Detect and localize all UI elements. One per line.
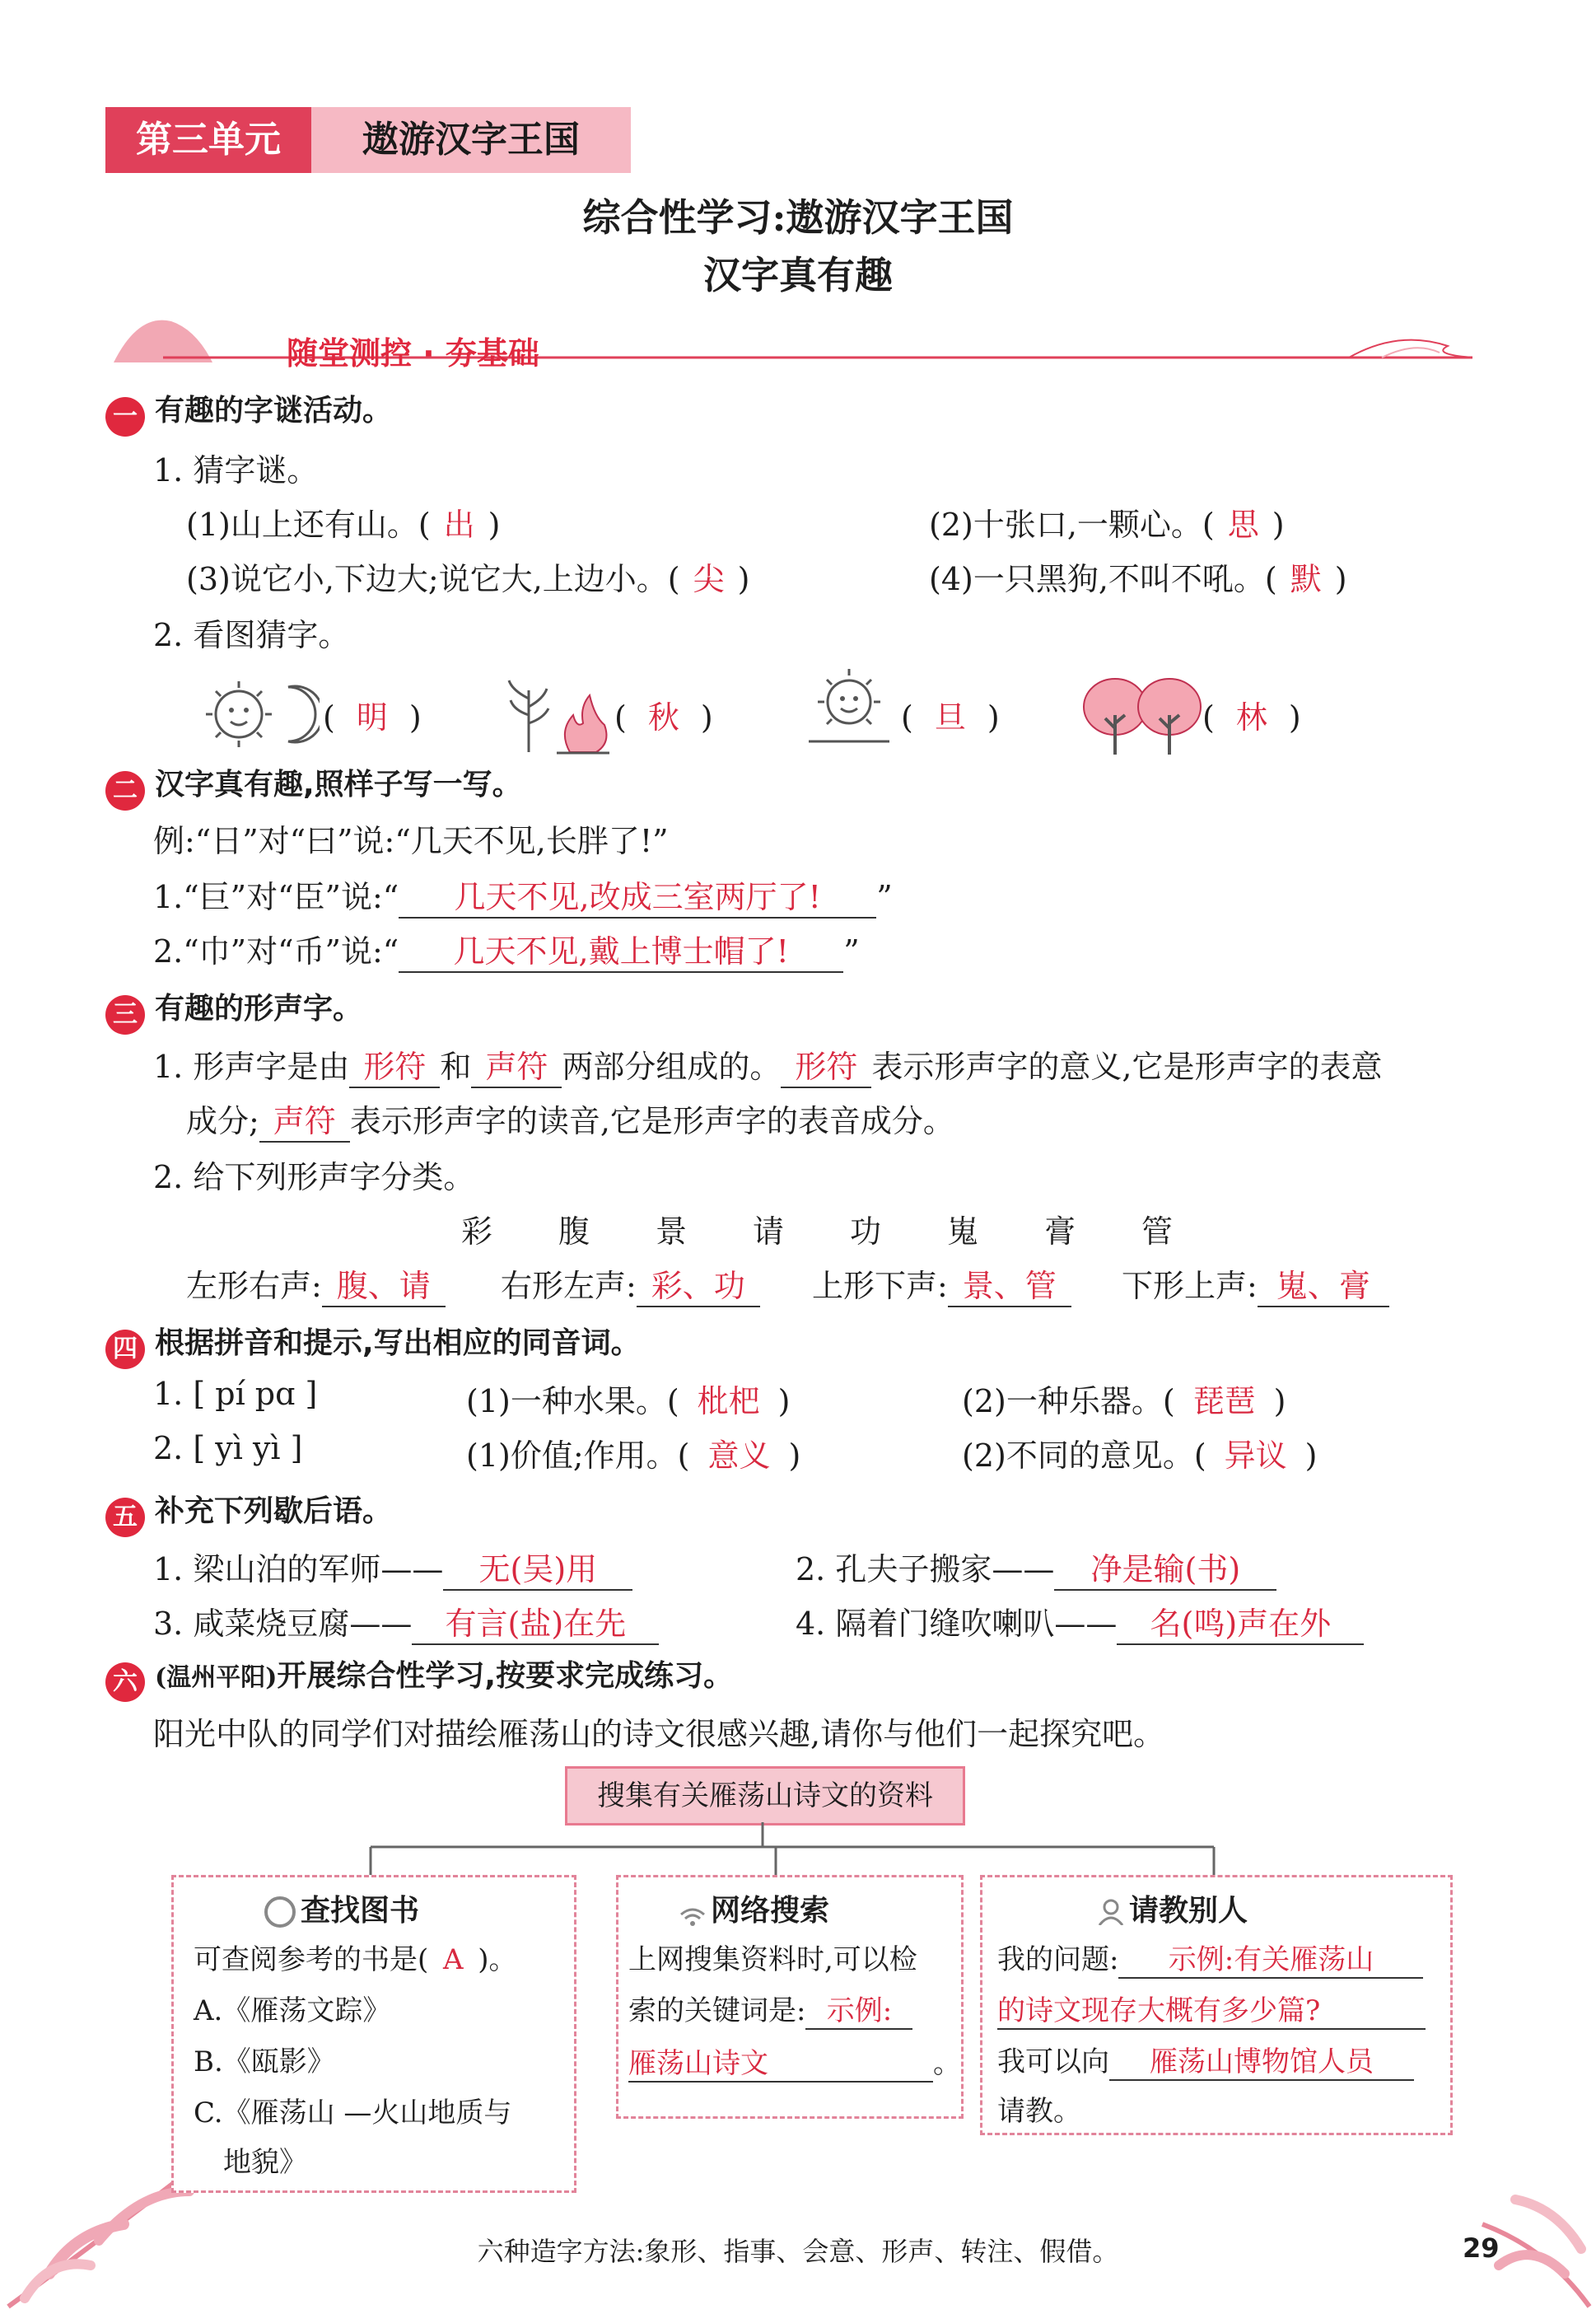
answer: 尖 <box>693 561 725 597</box>
riddle-1: (1)山上还有山。( 出 ) <box>186 499 500 545</box>
answer: 默 <box>1290 561 1322 597</box>
box-head: 查找图书 <box>264 1887 419 1929</box>
section-number: 二 <box>105 771 145 811</box>
box-head: 网络搜索 <box>679 1887 829 1929</box>
sunrise-icon <box>804 666 894 753</box>
option-a: A.《雁荡文踪》 <box>194 1994 391 2027</box>
fill-line-2: 成分; 声符 表示形声字的读音,它是形声字的表音成分。 <box>186 1096 954 1143</box>
box-text-1: 上网搜集资料时,可以检 <box>628 1943 917 1976</box>
box-web-search <box>616 1875 964 2119</box>
section-title: 补充下列歇后语。 <box>155 1494 393 1528</box>
page-subtitle: 汉字真有趣 <box>703 253 893 297</box>
hint-2b: (2)不同的意见。( 异议 ) <box>962 1437 1318 1474</box>
answer: 几天不见,戴上博士帽了! <box>399 926 843 973</box>
riddle-3: (3)说它小,下边大;说它大,上边小。( 尖 ) <box>186 554 749 599</box>
root-label: 搜集有关雁荡山诗文的资料 <box>597 1779 933 1812</box>
xiehouyu-4: 4. 隔着门缝吹喇叭—— 名(鸣)声在外 <box>796 1598 1364 1645</box>
banner-title: 随堂测控 · 夯基础 <box>287 335 539 372</box>
pic-answer-4: ( 林 ) <box>1202 699 1301 736</box>
xiehouyu-3: 3. 咸菜烧豆腐—— 有言(盐)在先 <box>153 1598 659 1645</box>
sun-moon-icon <box>196 677 320 751</box>
person-icon <box>1098 1899 1124 1925</box>
example: 例:“日”对“曰”说:“几天不见,长胖了!” <box>153 823 669 859</box>
category-1: 左形右声: 腹、请 <box>186 1260 446 1307</box>
section-number: 五 <box>105 1498 145 1537</box>
answer: 思 <box>1227 507 1259 543</box>
hint-2a: (1)价值;作用。( 意义 ) <box>466 1437 801 1474</box>
answer: 几天不见,改成三室两厅了! <box>399 872 876 919</box>
option-c-cont: 地貌》 <box>223 2146 307 2179</box>
hint-1a: (1)一种水果。( 枇杷 ) <box>466 1383 791 1419</box>
section-3-heading <box>105 985 362 1035</box>
question: 2. 看图猜字。 <box>153 617 350 653</box>
page-number: 29 <box>1463 2232 1500 2264</box>
connector-lines <box>362 1822 1235 1877</box>
category-2: 右形左声: 彩、功 <box>501 1260 760 1307</box>
wifi-icon <box>679 1901 706 1923</box>
answer: 出 <box>443 507 475 543</box>
unit-name: 遨游汉字王国 <box>362 119 580 161</box>
hint-1b: (2)一种乐器。( 琵琶 ) <box>962 1383 1286 1419</box>
question: 1. 猜字谜。 <box>153 452 319 489</box>
unit-tag <box>105 107 631 173</box>
unit-number: 第三单元 <box>136 119 281 161</box>
trees-icon <box>1080 674 1204 756</box>
section-1-heading <box>105 387 392 437</box>
root-box <box>565 1766 965 1825</box>
option-c: C.《雁荡山 —火山地质与 <box>194 2097 512 2129</box>
section-title: 汉字真有趣,照样子写一写。 <box>155 768 522 802</box>
question: 2. 给下列形声字分类。 <box>153 1159 475 1195</box>
section-number: 六 <box>105 1662 145 1702</box>
section-title: 有趣的字谜活动。 <box>155 394 393 428</box>
box-text-3: 雁荡山诗文 。 <box>628 2041 961 2083</box>
pic-answer-2: ( 秋 ) <box>614 699 713 736</box>
grain-fire-icon <box>504 674 611 756</box>
section-title: 有趣的形声字。 <box>155 992 363 1026</box>
box-text-2: 索的关键词是: 示例: <box>628 1988 912 2030</box>
search-icon <box>264 1896 296 1928</box>
section-4-heading <box>105 1320 641 1369</box>
section-number: 四 <box>105 1330 145 1369</box>
section-2-heading <box>105 761 522 811</box>
box-head: 请教别人 <box>1098 1887 1248 1929</box>
section-title: 开展综合性学习,按要求完成练习。 <box>277 1659 734 1693</box>
option-b: B.《瓯影》 <box>194 2045 335 2078</box>
box-question: 可查阅参考的书是( A )。 <box>194 1943 517 1976</box>
region-tag: (温州平阳) <box>155 1663 278 1692</box>
pinyin-1: 1. [ pí pɑ ] <box>153 1376 318 1412</box>
xiehouyu-2: 2. 孔夫子搬家—— 净是输(书) <box>796 1544 1276 1591</box>
category-4: 下形上声: 嵬、膏 <box>1122 1260 1389 1307</box>
box-ask-others <box>980 1875 1453 2135</box>
section-5-heading <box>105 1488 392 1537</box>
riddle-2: (2)十张口,一颗心。( 思 ) <box>929 499 1285 545</box>
pic-answer-1: ( 明 ) <box>323 699 422 736</box>
page-title: 综合性学习:遨游汉字王国 <box>582 195 1014 240</box>
char-list: 彩 腹 景 请 功 嵬 膏 管 <box>461 1213 1174 1250</box>
section-number: 三 <box>105 995 145 1035</box>
box-text-1: 我的问题: 示例:有关雁荡山 <box>997 1937 1423 1979</box>
box-text-2: 的诗文现存大概有多少篇? <box>997 1988 1426 2030</box>
write-line-1: 1.“巨”对“臣”说:“ 几天不见,改成三室两厅了! ” <box>153 872 893 919</box>
pinyin-2: 2. [ yì yì ] <box>153 1430 303 1466</box>
footer-tip: 六种造字方法:象形、指事、会意、形声、转注、假借。 <box>477 2236 1119 2267</box>
write-line-2: 2.“巾”对“币”说:“ 几天不见,戴上博士帽了! ” <box>153 926 860 973</box>
section-6-heading <box>105 1653 733 1702</box>
riddle-4: (4)一只黑狗,不叫不吼。( 默 ) <box>929 554 1347 599</box>
box-text-4: 请教。 <box>997 2095 1081 2128</box>
section-title: 根据拼音和提示,写出相应的同音词。 <box>155 1326 641 1360</box>
pic-answer-3: ( 旦 ) <box>901 699 1000 736</box>
category-3: 上形下声: 景、管 <box>812 1260 1071 1307</box>
box-text-3: 我可以向 雁荡山博物馆人员 <box>997 2039 1414 2081</box>
box-find-books <box>171 1875 576 2193</box>
intro-text: 阳光中队的同学们对描绘雁荡山的诗文很感兴趣,请你与他们一起探究吧。 <box>153 1716 1165 1752</box>
xiehouyu-1: 1. 梁山泊的军师—— 无(吴)用 <box>153 1544 632 1591</box>
fill-line-1: 1. 形声字是由 形符 和 声符 两部分组成的。 形符 表示形声字的意义,它是形声字的表意 <box>153 1041 1382 1088</box>
section-number: 一 <box>105 397 145 437</box>
